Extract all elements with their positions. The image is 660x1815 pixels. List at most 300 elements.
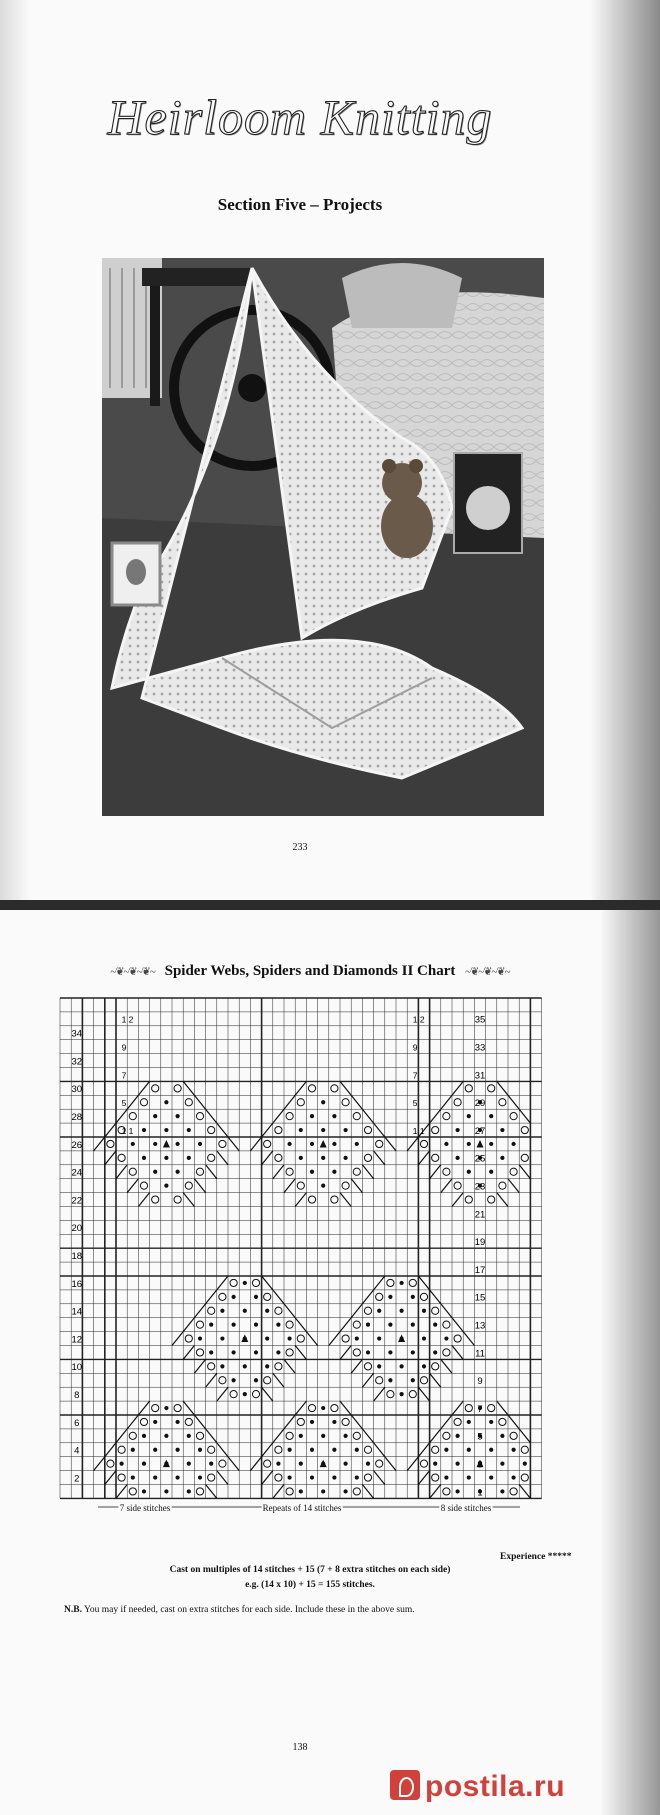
- ssk-symbol: [183, 1193, 194, 1207]
- yo-symbol: [488, 1085, 495, 1092]
- postila-logo-icon: [390, 1770, 420, 1800]
- yo-symbol: [364, 1474, 371, 1481]
- ssk-symbol: [284, 1359, 295, 1373]
- purl-symbol: [433, 1462, 437, 1466]
- row-number-left: 18: [71, 1251, 83, 1263]
- yo-symbol: [432, 1474, 439, 1481]
- purl-symbol: [232, 1350, 236, 1354]
- ssk-symbol: [217, 1151, 228, 1165]
- k2tog-symbol: [105, 1443, 116, 1457]
- yo-symbol: [364, 1126, 371, 1133]
- purl-symbol: [131, 1475, 135, 1479]
- k2tog-symbol: [183, 1346, 194, 1360]
- yo-symbol: [297, 1099, 304, 1106]
- yo-symbol: [308, 1404, 315, 1411]
- k2tog-symbol: [127, 1179, 138, 1193]
- purl-symbol: [164, 1434, 168, 1438]
- yo-symbol: [196, 1432, 203, 1439]
- purl-symbol: [467, 1114, 471, 1118]
- nb-label: N.B.: [64, 1605, 82, 1615]
- purl-symbol: [523, 1462, 527, 1466]
- purl-symbol: [310, 1420, 314, 1424]
- yo-symbol: [443, 1113, 450, 1120]
- yo-symbol: [342, 1418, 349, 1425]
- purl-symbol: [209, 1350, 213, 1354]
- yo-symbol: [331, 1085, 338, 1092]
- yo-symbol: [364, 1446, 371, 1453]
- nb-note: [64, 1605, 415, 1615]
- row-number-left: 2: [74, 1473, 80, 1485]
- yo-symbol: [420, 1460, 427, 1467]
- repeat-row-counter: 1 1: [412, 1125, 425, 1136]
- purl-symbol: [299, 1156, 303, 1160]
- shawl-photo-illustration: [102, 258, 544, 816]
- ssk-symbol: [519, 1165, 530, 1179]
- yo-symbol: [443, 1488, 450, 1495]
- purl-symbol: [377, 1336, 381, 1340]
- row-number-right: 17: [474, 1264, 486, 1276]
- purl-symbol: [400, 1364, 404, 1368]
- purl-symbol: [187, 1128, 191, 1132]
- k2tog-symbol: [273, 1165, 284, 1179]
- purl-symbol: [176, 1448, 180, 1452]
- row-number-right: 1: [477, 1487, 483, 1499]
- purl-symbol: [153, 1114, 157, 1118]
- yo-symbol: [488, 1196, 495, 1203]
- purl-symbol: [344, 1434, 348, 1438]
- k2tog-symbol: [430, 1429, 441, 1443]
- row-number-left: 12: [71, 1334, 83, 1346]
- purl-symbol: [198, 1142, 202, 1146]
- yo-symbol: [342, 1099, 349, 1106]
- purl-symbol: [366, 1462, 370, 1466]
- k2tog-symbol: [295, 1401, 306, 1415]
- purl-symbol: [164, 1184, 168, 1188]
- k2tog-symbol: [262, 1151, 273, 1165]
- purl-symbol: [344, 1128, 348, 1132]
- yo-symbol: [432, 1307, 439, 1314]
- k2tog-symbol: [362, 1373, 373, 1387]
- yo-symbol: [443, 1432, 450, 1439]
- row-number-right: 11: [475, 1348, 485, 1360]
- purl-symbol: [321, 1128, 325, 1132]
- ssk-symbol: [194, 1095, 205, 1109]
- yo-symbol: [331, 1404, 338, 1411]
- purl-symbol: [220, 1309, 224, 1313]
- yo-symbol: [297, 1335, 304, 1342]
- purl-symbol: [344, 1156, 348, 1160]
- k2tog-symbol: [127, 1415, 138, 1429]
- row-number-left: 4: [74, 1445, 80, 1457]
- purl-symbol: [232, 1323, 236, 1327]
- purl-symbol: [388, 1350, 392, 1354]
- k2tog-symbol: [340, 1346, 351, 1360]
- ssk-symbol: [519, 1109, 530, 1123]
- purl-symbol: [310, 1142, 314, 1146]
- purl-symbol: [467, 1170, 471, 1174]
- yo-symbol: [364, 1154, 371, 1161]
- yo-symbol: [297, 1182, 304, 1189]
- ssk-symbol: [362, 1109, 373, 1123]
- page-number-top: 233: [292, 842, 308, 853]
- yo-symbol: [454, 1182, 461, 1189]
- purl-symbol: [254, 1378, 258, 1382]
- yo-symbol: [432, 1154, 439, 1161]
- ssk-symbol: [463, 1332, 474, 1346]
- purl-symbol: [500, 1462, 504, 1466]
- yo-symbol: [432, 1126, 439, 1133]
- purl-symbol: [288, 1448, 292, 1452]
- nb-text: You may if needed, cast on extra stitches for each side. Include these in the above sum.: [83, 1605, 415, 1615]
- k2tog-symbol: [138, 1081, 149, 1095]
- ssk-symbol: [497, 1401, 508, 1415]
- yo-symbol: [376, 1140, 383, 1147]
- row-number-right: 31: [474, 1070, 486, 1082]
- purl-symbol: [187, 1462, 191, 1466]
- ssk-symbol: [295, 1318, 306, 1332]
- purl-symbol: [321, 1100, 325, 1104]
- yo-symbol: [140, 1099, 147, 1106]
- yo-symbol: [275, 1154, 282, 1161]
- repeat-row-counter: 1 2: [121, 1014, 134, 1025]
- yo-symbol: [275, 1126, 282, 1133]
- row-number-right: 7: [477, 1403, 483, 1415]
- purl-symbol: [243, 1281, 247, 1285]
- yo-symbol: [140, 1418, 147, 1425]
- page-number-bottom: 138: [292, 1742, 308, 1753]
- yo-symbol: [364, 1307, 371, 1314]
- purl-symbol: [265, 1309, 269, 1313]
- purl-symbol: [366, 1323, 370, 1327]
- ssk-symbol: [418, 1387, 429, 1401]
- purl-symbol: [142, 1128, 146, 1132]
- ssk-symbol: [362, 1165, 373, 1179]
- sk2po-symbol: [163, 1140, 170, 1148]
- purl-symbol: [489, 1170, 493, 1174]
- k2tog-symbol: [452, 1401, 463, 1415]
- k2tog-symbol: [273, 1429, 284, 1443]
- yo-symbol: [275, 1307, 282, 1314]
- purl-symbol: [276, 1350, 280, 1354]
- k2tog-symbol: [138, 1193, 149, 1207]
- repeat-row-counter: 7: [412, 1070, 418, 1081]
- yo-symbol: [499, 1182, 506, 1189]
- purl-symbol: [142, 1489, 146, 1493]
- row-number-left: 10: [71, 1362, 83, 1374]
- repeat-row-counter: 7: [121, 1070, 127, 1081]
- purl-symbol: [444, 1448, 448, 1452]
- yo-symbol: [353, 1349, 360, 1356]
- ssk-symbol: [362, 1429, 373, 1443]
- yo-symbol: [420, 1140, 427, 1147]
- yo-symbol: [107, 1140, 114, 1147]
- purl-symbol: [142, 1156, 146, 1160]
- purl-symbol: [276, 1462, 280, 1466]
- purl-symbol: [355, 1475, 359, 1479]
- k2tog-symbol: [172, 1332, 183, 1346]
- ssk-symbol: [206, 1165, 217, 1179]
- yo-symbol: [219, 1460, 226, 1467]
- purl-symbol: [489, 1475, 493, 1479]
- chart-row-numbers: [72, 1015, 486, 1499]
- yo-symbol: [129, 1432, 136, 1439]
- yo-symbol: [353, 1168, 360, 1175]
- ssk-symbol: [497, 1193, 508, 1207]
- ssk-symbol: [206, 1485, 217, 1499]
- purl-symbol: [321, 1184, 325, 1188]
- purl-symbol: [187, 1156, 191, 1160]
- ssk-symbol: [295, 1346, 306, 1360]
- repeat-row-counter: 5: [121, 1098, 127, 1109]
- purl-symbol: [153, 1475, 157, 1479]
- purl-symbol: [500, 1434, 504, 1438]
- yo-symbol: [185, 1418, 192, 1425]
- yo-symbol: [208, 1446, 215, 1453]
- row-number-right: 15: [474, 1292, 486, 1304]
- yo-symbol: [118, 1474, 125, 1481]
- purl-symbol: [456, 1462, 460, 1466]
- row-number-right: 3: [477, 1459, 483, 1471]
- yo-symbol: [219, 1293, 226, 1300]
- yo-symbol: [275, 1363, 282, 1370]
- yo-symbol: [443, 1349, 450, 1356]
- purl-symbol: [176, 1170, 180, 1174]
- yo-symbol: [420, 1293, 427, 1300]
- ssk-symbol: [430, 1373, 441, 1387]
- ssk-symbol: [228, 1457, 239, 1471]
- yo-symbol: [353, 1488, 360, 1495]
- repeat-row-counter: 1 1: [121, 1125, 134, 1136]
- purl-symbol: [288, 1142, 292, 1146]
- yo-symbol: [510, 1168, 517, 1175]
- ssk-symbol: [273, 1290, 284, 1304]
- yo-symbol: [264, 1460, 271, 1467]
- row-number-right: 25: [474, 1153, 486, 1165]
- ssk-symbol: [206, 1109, 217, 1123]
- k2tog-symbol: [94, 1457, 105, 1471]
- repeat-row-counter: 9: [412, 1042, 418, 1053]
- yo-symbol: [264, 1377, 271, 1384]
- yo-symbol: [196, 1488, 203, 1495]
- yo-symbol: [286, 1321, 293, 1328]
- k2tog-symbol: [407, 1457, 418, 1471]
- sk2po-symbol: [398, 1335, 405, 1343]
- purl-symbol: [377, 1309, 381, 1313]
- purl-symbol: [444, 1475, 448, 1479]
- ssk-symbol: [519, 1485, 530, 1499]
- row-number-right: 5: [477, 1431, 483, 1443]
- k2tog-symbol: [183, 1318, 194, 1332]
- k2tog-symbol: [105, 1471, 116, 1485]
- purl-symbol: [444, 1336, 448, 1340]
- purl-symbol: [411, 1323, 415, 1327]
- cast-on-example: e.g. (14 x 10) + 15 = 155 stitches.: [245, 1580, 375, 1590]
- ssk-symbol: [519, 1429, 530, 1443]
- purl-symbol: [355, 1448, 359, 1452]
- yo-symbol: [488, 1404, 495, 1411]
- purl-symbol: [489, 1114, 493, 1118]
- yo-symbol: [219, 1377, 226, 1384]
- ssk-symbol: [441, 1304, 452, 1318]
- ssk-symbol: [228, 1137, 239, 1151]
- purl-symbol: [187, 1434, 191, 1438]
- ssk-symbol: [351, 1415, 362, 1429]
- ssk-symbol: [340, 1401, 351, 1415]
- title-ornament-right: ~❦~❦~❦~: [465, 966, 510, 978]
- purl-symbol: [288, 1475, 292, 1479]
- yo-symbol: [499, 1099, 506, 1106]
- k2tog-symbol: [430, 1485, 441, 1499]
- yo-symbol: [331, 1196, 338, 1203]
- purl-symbol: [142, 1434, 146, 1438]
- row-number-left: 34: [71, 1028, 83, 1040]
- ssk-symbol: [497, 1081, 508, 1095]
- yo-symbol: [510, 1432, 517, 1439]
- purl-symbol: [456, 1489, 460, 1493]
- yo-symbol: [353, 1432, 360, 1439]
- yo-symbol: [107, 1460, 114, 1467]
- postila-watermark: [390, 1770, 565, 1804]
- purl-symbol: [400, 1392, 404, 1396]
- purl-symbol: [355, 1142, 359, 1146]
- yo-symbol: [376, 1460, 383, 1467]
- ssk-symbol: [262, 1276, 273, 1290]
- sk2po-symbol: [320, 1140, 327, 1148]
- row-number-right: 27: [474, 1125, 486, 1137]
- purl-symbol: [198, 1475, 202, 1479]
- shawl-photo: [102, 258, 544, 816]
- ssk-symbol: [194, 1179, 205, 1193]
- page-gutter: [0, 900, 660, 910]
- ssk-symbol: [183, 1401, 194, 1415]
- k2tog-symbol: [418, 1443, 429, 1457]
- purl-symbol: [500, 1489, 504, 1493]
- k2tog-symbol: [273, 1485, 284, 1499]
- yo-symbol: [196, 1168, 203, 1175]
- ssk-symbol: [374, 1443, 385, 1457]
- purl-symbol: [344, 1489, 348, 1493]
- k2tog-symbol: [452, 1081, 463, 1095]
- k2tog-symbol: [284, 1415, 295, 1429]
- purl-symbol: [433, 1323, 437, 1327]
- purl-symbol: [400, 1309, 404, 1313]
- side-left-label: 7 side stitches: [119, 1503, 171, 1513]
- k2tog-symbol: [262, 1443, 273, 1457]
- yo-symbol: [364, 1363, 371, 1370]
- ssk-symbol: [206, 1429, 217, 1443]
- k2tog-symbol: [441, 1095, 452, 1109]
- row-number-left: 16: [71, 1278, 83, 1290]
- purl-symbol: [187, 1489, 191, 1493]
- purl-symbol: [321, 1406, 325, 1410]
- yo-symbol: [443, 1168, 450, 1175]
- k2tog-symbol: [116, 1485, 127, 1499]
- yo-symbol: [196, 1349, 203, 1356]
- row-number-right: 13: [474, 1320, 486, 1332]
- k2tog-symbol: [430, 1165, 441, 1179]
- yo-symbol: [521, 1126, 528, 1133]
- yo-symbol: [353, 1321, 360, 1328]
- purl-symbol: [422, 1364, 426, 1368]
- k2tog-symbol: [217, 1387, 228, 1401]
- purl-symbol: [332, 1475, 336, 1479]
- purl-symbol: [344, 1462, 348, 1466]
- purl-symbol: [276, 1323, 280, 1327]
- ssk-symbol: [183, 1081, 194, 1095]
- yo-symbol: [208, 1363, 215, 1370]
- purl-symbol: [467, 1475, 471, 1479]
- k2tog-symbol: [418, 1151, 429, 1165]
- yo-symbol: [286, 1488, 293, 1495]
- k2tog-symbol: [206, 1373, 217, 1387]
- purl-symbol: [164, 1100, 168, 1104]
- yo-symbol: [521, 1474, 528, 1481]
- purl-symbol: [153, 1420, 157, 1424]
- k2tog-symbol: [295, 1193, 306, 1207]
- k2tog-symbol: [430, 1109, 441, 1123]
- purl-symbol: [332, 1142, 336, 1146]
- purl-symbol: [164, 1156, 168, 1160]
- purl-symbol: [209, 1323, 213, 1327]
- k2tog-symbol: [116, 1429, 127, 1443]
- row-number-left: 6: [74, 1417, 80, 1429]
- yo-symbol: [196, 1321, 203, 1328]
- yo-symbol: [152, 1196, 159, 1203]
- repeat-row-counter: 1 2: [412, 1014, 425, 1025]
- ssk-symbol: [508, 1179, 519, 1193]
- yo-symbol: [174, 1404, 181, 1411]
- purl-symbol: [489, 1420, 493, 1424]
- purl-symbol: [411, 1295, 415, 1299]
- ssk-symbol: [374, 1151, 385, 1165]
- purl-symbol: [332, 1114, 336, 1118]
- purl-symbol: [512, 1475, 516, 1479]
- row-number-left: 26: [71, 1139, 83, 1151]
- purl-symbol: [456, 1128, 460, 1132]
- purl-symbol: [377, 1364, 381, 1368]
- yo-symbol: [185, 1182, 192, 1189]
- purl-symbol: [321, 1156, 325, 1160]
- purl-symbol: [153, 1170, 157, 1174]
- yo-symbol: [308, 1196, 315, 1203]
- row-number-right: 29: [474, 1098, 486, 1110]
- yo-symbol: [342, 1182, 349, 1189]
- purl-symbol: [489, 1142, 493, 1146]
- purl-symbol: [366, 1350, 370, 1354]
- k2tog-symbol: [407, 1137, 418, 1151]
- yo-symbol: [230, 1279, 237, 1286]
- purl-symbol: [299, 1434, 303, 1438]
- purl-symbol: [355, 1336, 359, 1340]
- yo-symbol: [465, 1085, 472, 1092]
- repeat-row-counter: 9: [121, 1042, 127, 1053]
- purl-symbol: [321, 1489, 325, 1493]
- purl-symbol: [332, 1420, 336, 1424]
- purl-symbol: [232, 1295, 236, 1299]
- purl-symbol: [209, 1462, 213, 1466]
- yo-symbol: [152, 1404, 159, 1411]
- ssk-symbol: [340, 1193, 351, 1207]
- k2tog-symbol: [284, 1095, 295, 1109]
- purl-symbol: [388, 1295, 392, 1299]
- purl-symbol: [310, 1170, 314, 1174]
- ssk-symbol: [262, 1387, 273, 1401]
- yo-symbol: [510, 1488, 517, 1495]
- ssk-symbol: [385, 1137, 396, 1151]
- k2tog-symbol: [116, 1109, 127, 1123]
- purl-symbol: [243, 1392, 247, 1396]
- purl-symbol: [142, 1462, 146, 1466]
